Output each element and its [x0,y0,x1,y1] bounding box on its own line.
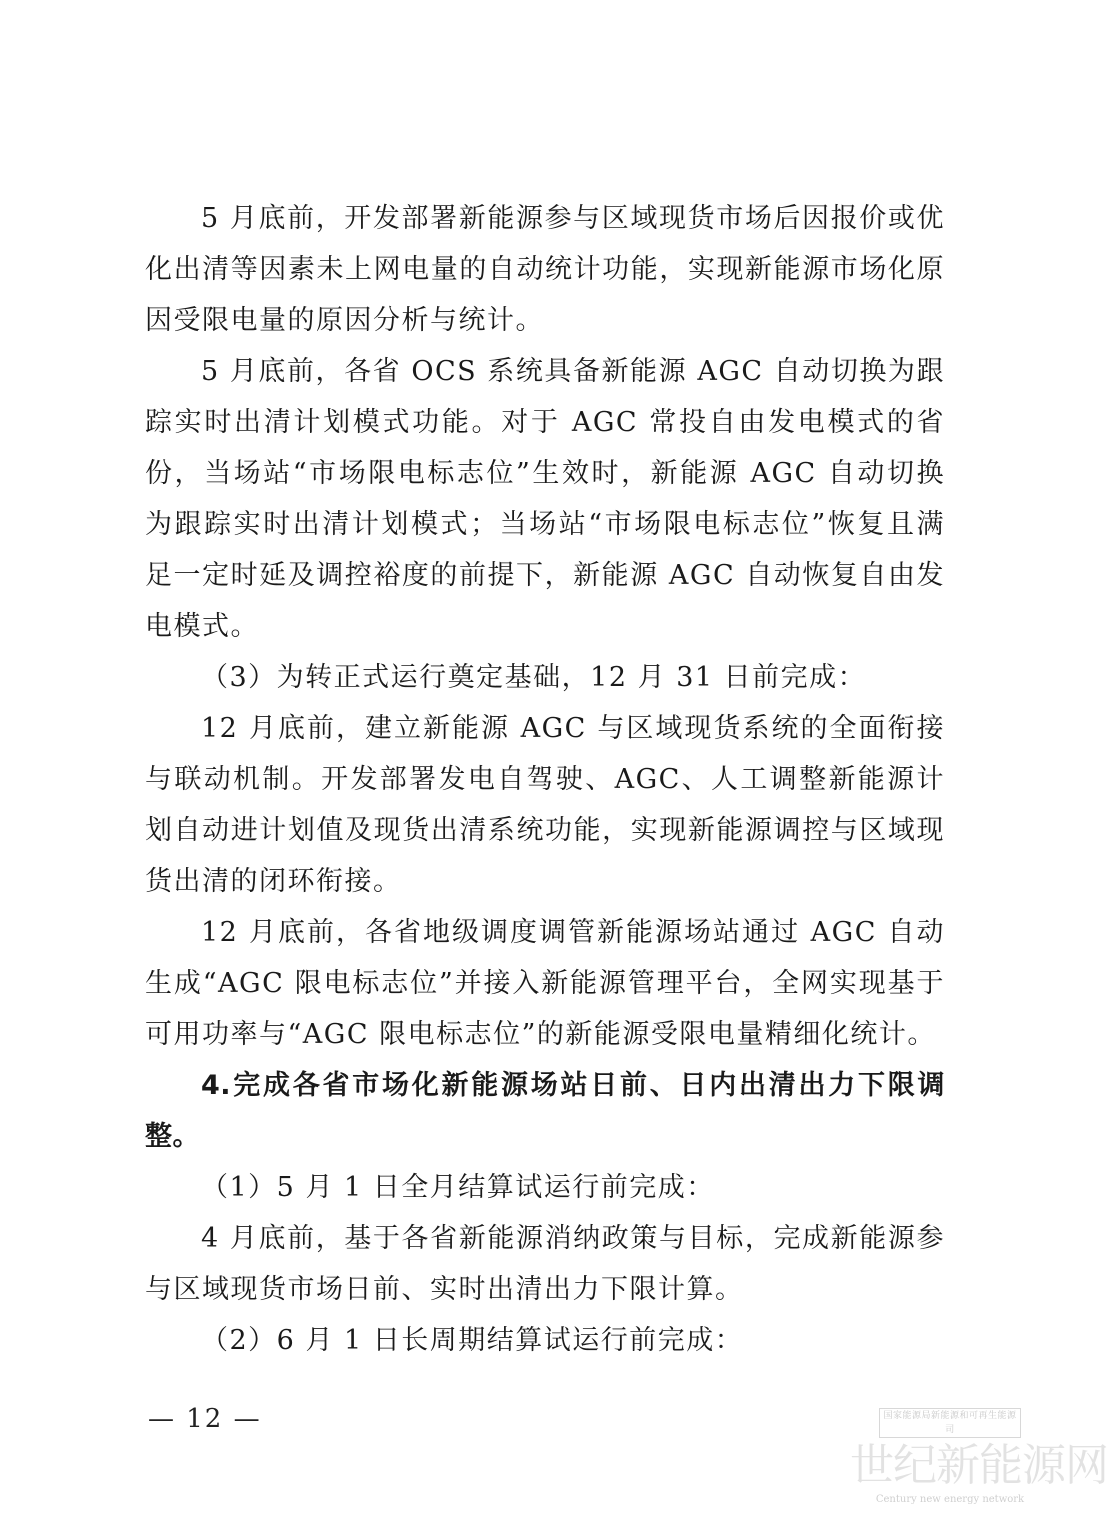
paragraph-1: 5 月底前，开发部署新能源参与区域现货市场后因报价或优化出清等因素未上网电量的自动统计功能，实现新能源市场化原因受限电量的原因分析与统计。 [145,203,945,336]
paragraph-2: 5 月底前，各省 OCS 系统具备新能源 AGC 自动切换为跟踪实时出清计划模式功能。对于 AGC 常投自由发电模式的省份，当场站“市场限电标志位”生效时，新能源 AGC 自动切换为跟踪实时出清计划模式；当场站“市场限电标志位”恢复且满足一定时延及调控裕度的前提下，新能源 AGC 自动恢复自由发电模式。 [145,356,945,642]
paragraph-8: 4 月底前，基于各省新能源消纳政策与目标，完成新能源参与区域现货市场日前、实时出清出力下限计算。 [145,1223,945,1305]
section-heading-4: 4.完成各省市场化新能源场站日前、日内出清出力下限调整。 [145,1070,945,1152]
page-number: — 12 — [148,1404,262,1434]
subsection-3: （3）为转正式运行奠定基础，12 月 31 日前完成： [201,662,867,693]
watermark-title: 世纪新能源网 [850,1440,1108,1491]
subsection-1: （1）5 月 1 日全月结算试运行前完成： [201,1172,715,1203]
paragraph-4: 12 月底前，建立新能源 AGC 与区域现货系统的全面衔接与联动机制。开发部署发电自驾驶、AGC、人工调整新能源计划自动进计划值及现货出清系统功能，实现新能源调控与区域现货出清的闭环衔接。 [145,713,945,897]
document-body [145,193,945,1366]
subsection-2: （2）6 月 1 日长周期结算试运行前完成： [201,1325,744,1356]
watermark-logo [850,1408,1108,1508]
watermark-subtitle: Century new energy network [875,1494,1025,1505]
paragraph-5: 12 月底前，各省地级调度调管新能源场站通过 AGC 自动生成“AGC 限电标志位”并接入新能源管理平台，全网实现基于可用功率与“AGC 限电标志位”的新能源受限电量精细化统计。 [145,917,945,1050]
watermark-caption: 国家能源局新能源和可再生能源司 [879,1408,1021,1438]
